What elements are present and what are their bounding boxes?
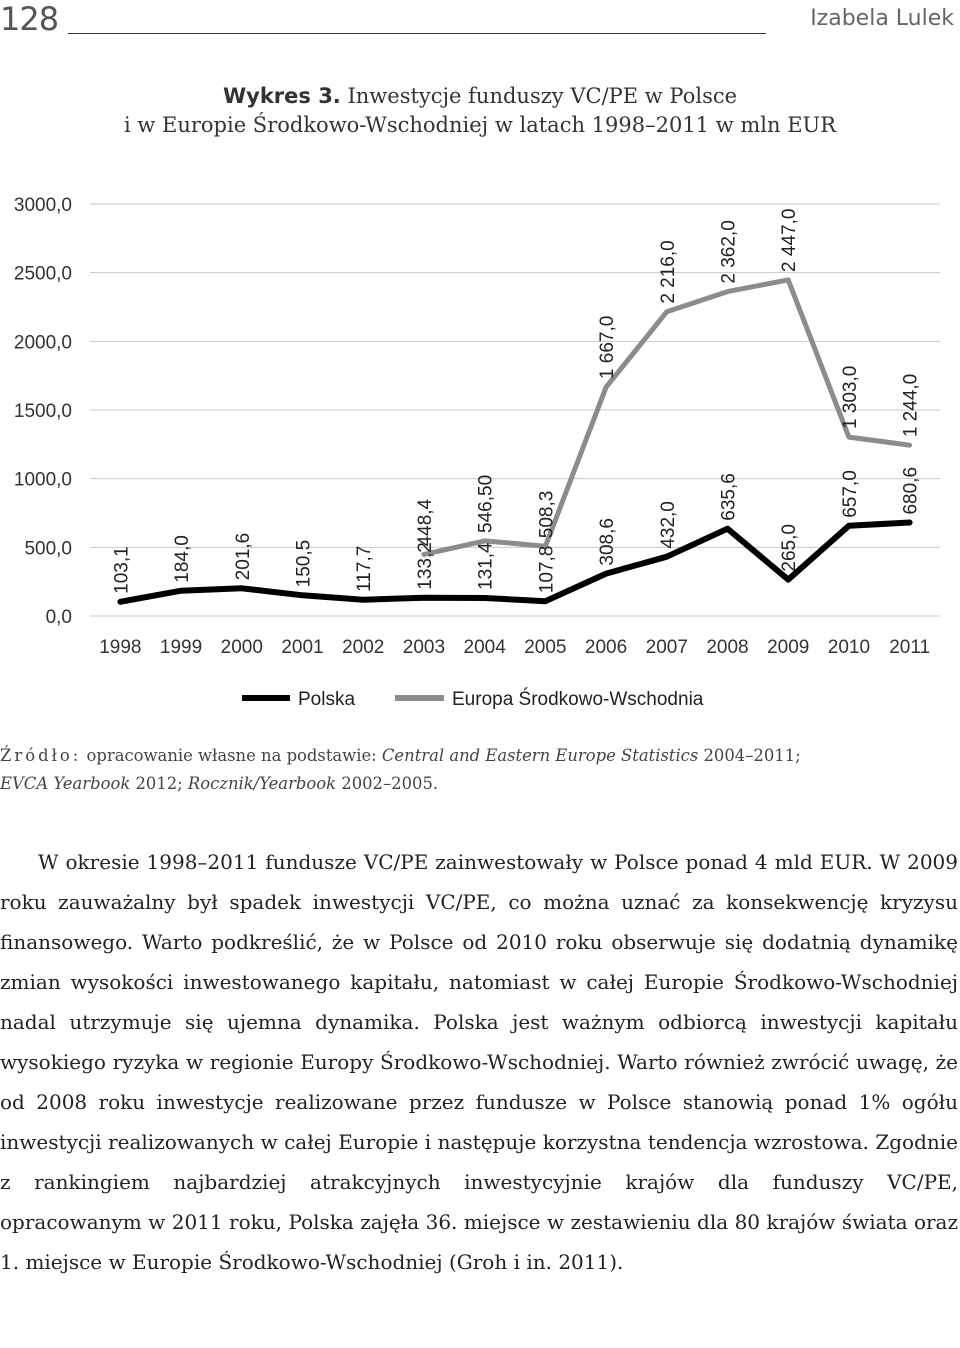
figure-source	[0, 742, 960, 798]
data-label: 133,2	[414, 542, 436, 590]
x-tick-label: 2001	[281, 637, 324, 658]
data-label: 131,4	[475, 542, 497, 590]
y-tick-label: 500,0	[24, 538, 72, 560]
source-text-1: opracowanie własne na podstawie:	[81, 746, 382, 765]
source-text-3: 2012;	[130, 774, 188, 793]
data-label: 103,1	[111, 546, 133, 594]
legend-label: Polska	[298, 689, 356, 710]
x-tick-label: 2000	[220, 637, 263, 658]
data-label: 184,0	[172, 535, 194, 583]
x-tick-label: 2006	[584, 637, 628, 658]
data-label: 680,6	[900, 466, 922, 515]
y-tick-label: 1500,0	[13, 401, 72, 422]
data-label: 265,0	[779, 524, 801, 572]
data-label: 432,0	[657, 501, 679, 549]
data-label: 201,6	[232, 532, 254, 581]
x-tick-label: 2011	[889, 637, 931, 658]
x-tick-label: 2002	[342, 637, 385, 658]
data-labels	[111, 209, 921, 594]
data-label: 308,6	[597, 518, 619, 566]
data-label: 635,6	[718, 473, 740, 521]
page-header	[0, 0, 960, 44]
x-tick-label: 2005	[524, 637, 567, 658]
x-tick-label: 2003	[402, 637, 446, 658]
y-tick-label: 3000,0	[13, 195, 72, 216]
data-label: 448,4	[414, 498, 436, 547]
data-label: 2 362,0	[718, 220, 740, 284]
data-label: 2 447,0	[779, 208, 801, 272]
legend	[242, 688, 704, 710]
caption-line-1: Inwestycje funduszy VC/PE w Polsce	[347, 84, 738, 108]
x-tick-label: 2007	[645, 637, 688, 658]
y-tick-label: 2500,0	[13, 263, 72, 285]
running-author: Izabela Lulek	[810, 6, 954, 31]
data-label: 546,50	[475, 474, 497, 533]
source-title-2: EVCA Yearbook	[0, 774, 131, 793]
y-tick-label: 0,0	[45, 607, 72, 628]
data-label: 508,3	[536, 490, 558, 539]
x-tick-label: 2008	[706, 637, 749, 658]
data-label: 1 667,0	[597, 315, 619, 380]
page-number: 128	[0, 0, 59, 38]
y-tick-label: 2000,0	[13, 332, 72, 354]
source-text-4: 2002–2005.	[336, 774, 439, 793]
data-label: 2 216,0	[657, 240, 679, 304]
x-tick-label: 1998	[99, 637, 142, 658]
x-tick-label: 1999	[159, 637, 203, 658]
x-tick-label: 2009	[767, 637, 810, 658]
data-label: 657,0	[839, 470, 861, 518]
data-label: 1 244,0	[900, 373, 922, 438]
data-label: 150,5	[293, 539, 315, 588]
x-axis-ticks	[99, 637, 930, 658]
source-text-2: 2004–2011;	[698, 746, 801, 765]
caption-line-2: i w Europie Środkowo-Wschodniej w latach 1998–2011 w mln EUR	[123, 113, 837, 137]
figure-caption	[0, 82, 960, 140]
x-tick-label: 2004	[463, 637, 506, 658]
y-axis-ticks	[14, 195, 72, 628]
legend-label: Europa Środkowo-Wschodnia	[452, 689, 704, 710]
source-label: Źródło:	[0, 746, 82, 765]
body-paragraph: W okresie 1998–2011 fundusze VC/PE zainwestowały w Polsce ponad 4 mld EUR. W 2009 roku zauważalny był spadek inwestycji VC/PE, co można uznać za konsekwencję kryzysu finansowego. Warto podkreślić, że w Polsce od 2010 roku obserwuje się dodatnią dynamikę zmian wysokości inwestowanego kapitału, natomiast w całej Europie Środkowo-Wschodniej nadal utrzymuje się ujemna dynamika. Polska jest ważnym odbiorcą inwestycji kapitału wysokiego ryzyka w regionie Europy Środkowo-Wschodniej. Warto również zwrócić uwagę, że od 2008 roku inwestycje realizowane przez fundusze w Polsce stanowią ponad 1% ogółu inwestycji realizowanych w całej Europie i następuje korzystna tendencja wzrostowa. Zgodnie z rankingiem najbardziej atrakcyjnych inwestycyjnie krajów dla funduszy VC/PE, opracowanym w 2011 roku, Polska zajęła 36. miejsce w zestawieniu dla 80 krajów świata oraz 1. miejsce w Europie Środkowo-Wschodniej (Groh i in. 2011).	[0, 850, 958, 1274]
figure-label: Wykres 3.	[222, 84, 341, 108]
data-label: 117,7	[354, 545, 376, 592]
source-title-1: Central and Eastern Europe Statistics	[381, 746, 699, 765]
header-rule	[68, 33, 766, 34]
data-label: 107,8	[536, 545, 558, 594]
x-tick-label: 2010	[827, 637, 871, 658]
line-chart	[0, 180, 960, 728]
data-label: 1 303,0	[839, 365, 861, 430]
source-title-3: Rocznik/Yearbook	[187, 774, 337, 793]
body-text	[0, 842, 958, 1282]
y-tick-label: 1000,0	[13, 469, 72, 491]
